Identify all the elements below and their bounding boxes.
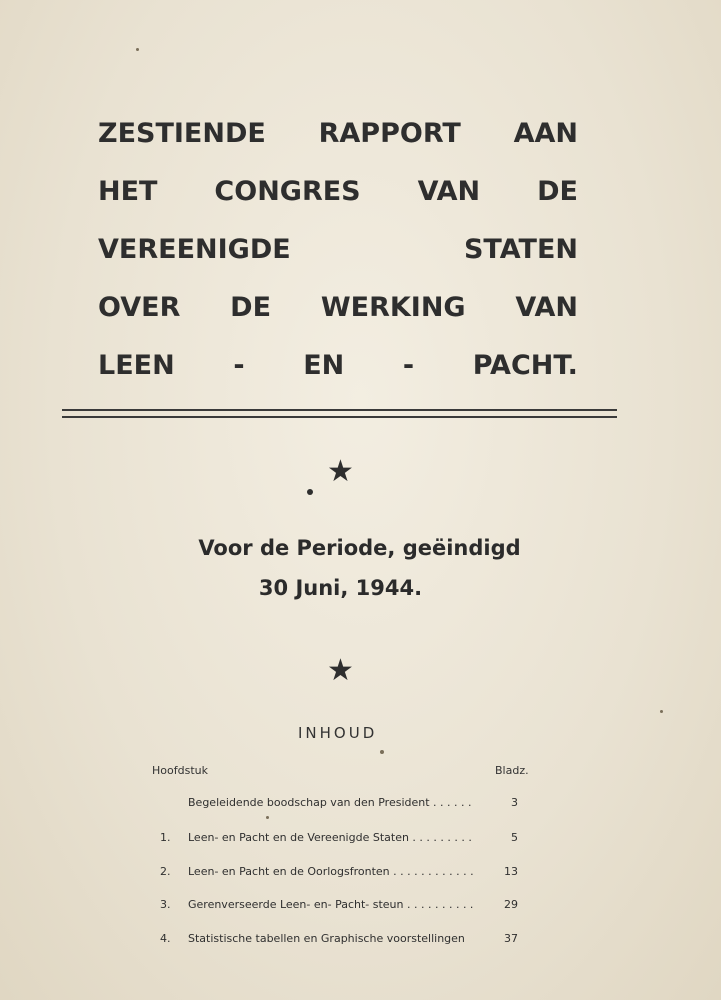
title-word: VAN [515, 292, 578, 323]
title-line-2 [98, 170, 578, 228]
toc-entry-page: 13 [504, 865, 518, 878]
title-word: STATEN [463, 234, 578, 265]
toc-entry [160, 931, 518, 947]
title-word: RAPPORT [318, 118, 461, 149]
toc-entry [160, 864, 518, 880]
title-word: VEREENIGDE [98, 234, 291, 265]
title-word: ZESTIENDE [98, 118, 266, 149]
star-icon: ★ [327, 653, 354, 688]
title-word: EN [303, 350, 345, 381]
toc-entry-number: 3. [160, 898, 171, 911]
toc-entry-page: 3 [511, 796, 518, 809]
toc-entry [160, 830, 518, 846]
toc-entry-page: 5 [511, 831, 518, 844]
report-title [98, 112, 578, 402]
period-date: 30 Juni, 1944. [258, 576, 423, 600]
star-icon: ★ [327, 454, 354, 489]
title-line-1 [98, 112, 578, 170]
title-word: WERKING [320, 292, 466, 323]
toc-entry-text: Statistische tabellen en Graphische voorstellingen [188, 932, 465, 945]
double-rule-top [62, 409, 617, 411]
toc-entry-text: Begeleidende boodschap van den President . . . . . . [188, 796, 472, 809]
title-word: CONGRES [214, 176, 361, 207]
title-word: VAN [417, 176, 481, 207]
toc-column-page: Bladz. [495, 764, 529, 777]
toc-entry-page: 37 [504, 932, 518, 945]
title-word: - [233, 350, 245, 381]
toc-entry-text: Leen- en Pacht en de Vereenigde Staten . . . . . . . . . [188, 831, 472, 844]
paper-speck [660, 710, 663, 713]
toc-entry-page: 29 [504, 898, 518, 911]
toc-column-chapter: Hoofdstuk [152, 764, 208, 777]
toc-entry [160, 795, 518, 811]
title-word: AAN [513, 118, 578, 149]
title-word: HET [98, 176, 158, 207]
paper-speck [136, 48, 139, 51]
toc-entry-number: 1. [160, 831, 171, 844]
title-line-4 [98, 286, 578, 344]
title-line-3 [98, 228, 578, 286]
toc-entry-number: 4. [160, 932, 171, 945]
ink-dot [307, 489, 313, 495]
title-word: - [402, 350, 415, 381]
title-word: OVER [98, 292, 181, 323]
title-word: DE [537, 176, 578, 207]
toc-entry [160, 897, 518, 913]
title-word: PACHT. [472, 350, 578, 381]
paper-speck [380, 750, 384, 754]
toc-entry-number: 2. [160, 865, 171, 878]
title-word: LEEN [98, 350, 175, 381]
toc-heading: INHOUD [298, 724, 378, 742]
paper-speck [266, 816, 269, 819]
toc-entry-text: Leen- en Pacht en de Oorlogsfronten . . . . . . . . . . . . [188, 865, 474, 878]
title-word: DE [230, 292, 272, 323]
toc-entry-text: Gerenverseerde Leen- en- Pacht- steun . . . . . . . . . . [188, 898, 474, 911]
title-line-5 [98, 344, 578, 402]
double-rule-bottom [62, 416, 617, 418]
period-line: Voor de Periode, geëindigd [198, 536, 521, 560]
